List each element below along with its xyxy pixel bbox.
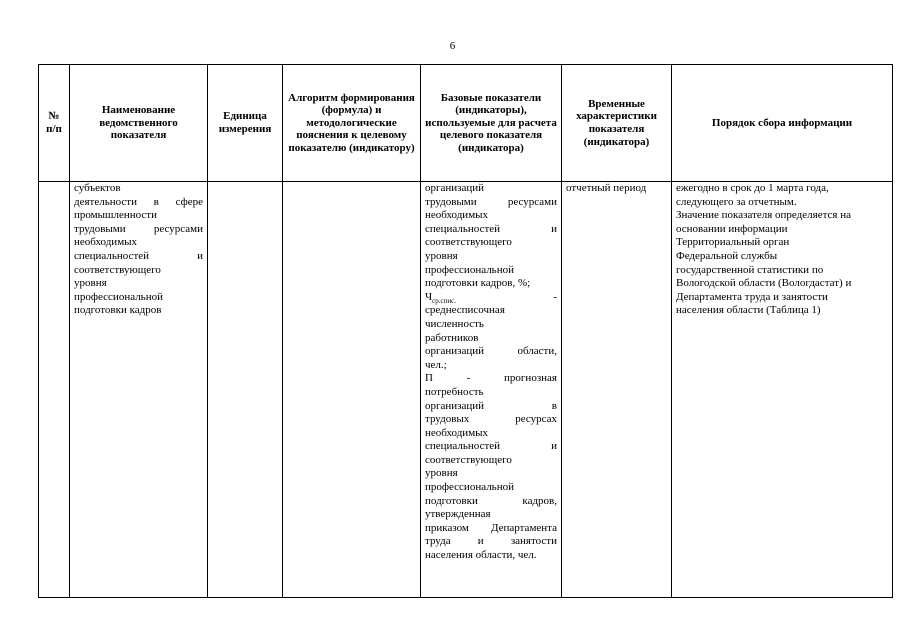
- text-line: трудовых ресурсах: [425, 413, 557, 426]
- header-unit: Единица измерения: [208, 65, 283, 182]
- text-line: подготовки кадров: [74, 304, 162, 317]
- text-line: Вологодской области (Вологдастат) и: [676, 277, 852, 290]
- text-line: организаций области,: [425, 345, 557, 358]
- text-line: необходимых: [74, 236, 138, 249]
- text-line: Федеральной службы: [676, 249, 778, 262]
- text-line: работников: [425, 331, 479, 344]
- cell-time: отчетный период: [562, 182, 672, 598]
- text-line: подготовки кадров,: [425, 494, 557, 507]
- cell-unit: [208, 182, 283, 598]
- text-line: соответствующего: [425, 453, 512, 466]
- base-symbol: $Ч_{ср.спис.}$: [425, 290, 456, 305]
- page-number: 6: [449, 40, 456, 52]
- text-line: профессиональной: [74, 290, 163, 303]
- text-line: соответствующего: [425, 236, 512, 249]
- text-line: численность: [425, 317, 484, 330]
- text-line: необходимых: [425, 426, 489, 439]
- base-text-part2: [425, 304, 557, 562]
- header-algorithm: Алгоритм формирования (формула) и методологические пояснения к целевому показателю (индикатору): [283, 65, 421, 182]
- text-line: необходимых: [425, 209, 489, 222]
- text-line: приказом Департамента: [425, 521, 557, 534]
- table-row: [39, 182, 893, 598]
- text-line: чел.;: [425, 358, 447, 371]
- text-line: уровня: [425, 467, 458, 480]
- text-line: профессиональной: [425, 263, 514, 276]
- text-line: труда и занятости: [425, 535, 557, 548]
- base-symbol-line: [425, 291, 557, 305]
- text-line: Департамента труда и занятости: [676, 290, 828, 303]
- cell-base-indicators: [421, 182, 562, 598]
- text-line: уровня: [425, 249, 458, 262]
- text-line: специальностей и: [74, 249, 203, 262]
- text-line: уровня: [74, 277, 107, 290]
- header-base-indicators: Базовые показатели (индикаторы), используемые для расчета целевого показателя (индикатора): [421, 65, 562, 182]
- text-line: промышленности: [74, 209, 157, 222]
- text-line: подготовки кадров, %;: [425, 277, 531, 290]
- text-line: специальностей и: [425, 440, 557, 453]
- cell-procedure: [672, 182, 893, 598]
- text-line: следующего за отчетным.: [676, 195, 797, 208]
- cell-algorithm: [283, 182, 421, 598]
- table-header-row: [39, 65, 893, 182]
- text-line: организаций: [425, 182, 485, 194]
- text-line: П - прогнозная: [425, 372, 557, 385]
- text-line: профессиональной: [425, 481, 514, 494]
- base-text-part1: [425, 182, 557, 291]
- header-num: № п/п: [39, 65, 70, 182]
- text-line: Территориальный орган: [676, 236, 790, 249]
- text-line: основании информации: [676, 222, 788, 235]
- header-time-characteristics: Временные характеристики показателя (индикатора): [562, 65, 672, 182]
- text-line: трудовыми ресурсами: [425, 195, 557, 208]
- text-line: специальностей и: [425, 222, 557, 235]
- text-line: организаций в: [425, 399, 557, 412]
- text-line: утвержденная: [425, 508, 491, 521]
- cell-num: [39, 182, 70, 598]
- text-line: Значение показателя определяется на: [676, 209, 851, 222]
- text-line: потребность: [425, 385, 484, 398]
- procedure-text: [676, 182, 888, 318]
- text-line: государственной статистики по: [676, 263, 824, 276]
- text-line: населения области (Таблица 1): [676, 304, 821, 317]
- text-line: соответствующего: [74, 263, 161, 276]
- header-name: Наименование ведомственного показателя: [70, 65, 208, 182]
- indicator-table: [38, 64, 893, 598]
- text-line: субъектов: [74, 182, 121, 194]
- cell-name: [70, 182, 208, 598]
- header-collection-procedure: Порядок сбора информации: [672, 65, 893, 182]
- base-symbol-dash: -: [553, 290, 557, 303]
- text-line: населения области, чел.: [425, 549, 537, 562]
- name-text: [74, 182, 203, 318]
- text-line: деятельности в сфере: [74, 195, 203, 208]
- text-line: ежегодно в срок до 1 марта года,: [676, 182, 829, 194]
- text-line: трудовыми ресурсами: [74, 222, 203, 235]
- text-line: среднесписочная: [425, 304, 505, 317]
